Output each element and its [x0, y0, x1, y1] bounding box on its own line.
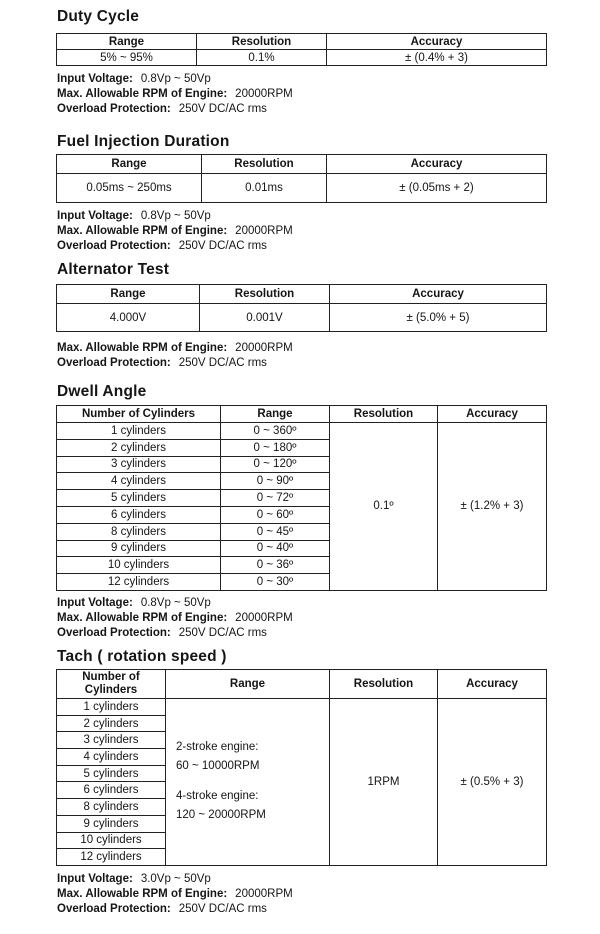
range-line-2: 60 ~ 10000RPM — [176, 760, 260, 773]
cell-accuracy: ± (0.05ms + 2) — [327, 174, 547, 203]
fuel-injection-table — [56, 154, 547, 203]
cell-cylinders: 6 cylinders — [57, 506, 221, 523]
header-accuracy: Accuracy — [327, 155, 547, 174]
spec-max-rpm: Max. Allowable RPM of Engine: 20000RPM — [57, 87, 293, 100]
tach-specs — [57, 872, 293, 916]
cell-cylinders: 6 cylinders — [57, 782, 166, 799]
cell-cylinders: 3 cylinders — [57, 732, 166, 749]
spec-overload: Overload Protection: 250V DC/AC rms — [57, 102, 267, 115]
tach-table — [56, 669, 547, 866]
header-range: Range — [57, 34, 197, 50]
cell-cylinders: 2 cylinders — [57, 439, 221, 456]
cell-range: 0 ~ 45º — [221, 523, 330, 540]
cell-accuracy: ± (5.0% + 5) — [330, 304, 547, 332]
spec-input-voltage: Input Voltage: 0.8Vp ~ 50Vp — [57, 210, 211, 222]
cell-cylinders: 1 cylinders — [57, 423, 221, 440]
cell-range: 0 ~ 60º — [221, 506, 330, 523]
header-accuracy: Accuracy — [438, 670, 547, 699]
fuel-injection-specs — [57, 209, 293, 253]
cell-cylinders: 8 cylinders — [57, 523, 221, 540]
cell-cylinders: 9 cylinders — [57, 815, 166, 832]
fuel-injection-title: Fuel Injection Duration — [57, 133, 230, 150]
dwell-angle-table — [56, 405, 547, 591]
header-cylinders: Number of Cylinders — [57, 406, 221, 423]
cell-range: 0 ~ 120º — [221, 456, 330, 473]
cell-resolution: 0.01ms — [202, 174, 327, 203]
spec-max-rpm: Max. Allowable RPM of Engine: 20000RPM — [57, 887, 293, 900]
cell-cylinders: 5 cylinders — [57, 765, 166, 782]
tach-title: Tach ( rotation speed ) — [57, 648, 227, 665]
header-resolution: Resolution — [202, 155, 327, 174]
header-range: Range — [57, 155, 202, 174]
cell-cylinders: 12 cylinders — [57, 574, 221, 591]
spec-overload: Overload Protection: 250V DC/AC rms — [57, 902, 267, 915]
cell-range: 5% ~ 95% — [57, 50, 197, 66]
cell-range: 0 ~ 90º — [221, 473, 330, 490]
duty-cycle-table — [56, 33, 547, 66]
cell-range — [166, 699, 330, 866]
cell-cylinders: 8 cylinders — [57, 799, 166, 816]
range-line-1: 2-stroke engine: — [176, 741, 259, 754]
cell-range: 0.05ms ~ 250ms — [57, 174, 202, 203]
header-resolution: Resolution — [330, 670, 438, 699]
cell-cylinders: 12 cylinders — [57, 849, 166, 866]
cell-range: 0 ~ 180º — [221, 439, 330, 456]
dwell-angle-specs — [57, 596, 293, 640]
cell-cylinders: 4 cylinders — [57, 473, 221, 490]
cell-accuracy: ± (1.2% + 3) — [438, 423, 547, 591]
spec-input-voltage: Input Voltage: 3.0Vp ~ 50Vp — [57, 873, 211, 885]
cell-range: 0 ~ 360º — [221, 423, 330, 440]
alternator-title: Alternator Test — [57, 261, 170, 278]
cell-cylinders: 1 cylinders — [57, 699, 166, 716]
duty-cycle-specs — [57, 72, 293, 116]
spec-overload: Overload Protection: 250V DC/AC rms — [57, 239, 267, 252]
cell-resolution: 0.001V — [200, 304, 330, 332]
cell-accuracy: ± (0.5% + 3) — [438, 699, 547, 866]
header-accuracy: Accuracy — [330, 285, 547, 304]
alternator-table — [56, 284, 547, 332]
cell-accuracy: ± (0.4% + 3) — [327, 50, 547, 66]
spec-overload: Overload Protection: 250V DC/AC rms — [57, 626, 267, 639]
spec-max-rpm: Max. Allowable RPM of Engine: 20000RPM — [57, 224, 293, 237]
cell-resolution: 0.1º — [330, 423, 438, 591]
cell-cylinders: 10 cylinders — [57, 832, 166, 849]
cell-resolution: 1RPM — [330, 699, 438, 866]
spec-input-voltage: Input Voltage: 0.8Vp ~ 50Vp — [57, 597, 211, 609]
cell-cylinders: 10 cylinders — [57, 557, 221, 574]
spec-max-rpm: Max. Allowable RPM of Engine: 20000RPM — [57, 342, 293, 354]
header-accuracy: Accuracy — [327, 34, 547, 50]
header-resolution: Resolution — [330, 406, 438, 423]
header-accuracy: Accuracy — [438, 406, 547, 423]
cell-range: 0 ~ 30º — [221, 574, 330, 591]
dwell-angle-title: Dwell Angle — [57, 383, 147, 400]
cell-cylinders: 9 cylinders — [57, 540, 221, 557]
cell-cylinders: 4 cylinders — [57, 749, 166, 766]
cell-range: 0 ~ 40º — [221, 540, 330, 557]
header-cylinders: Number of Cylinders — [57, 670, 166, 699]
header-resolution: Resolution — [200, 285, 330, 304]
cell-cylinders: 3 cylinders — [57, 456, 221, 473]
header-range: Range — [221, 406, 330, 423]
cell-range: 4.000V — [57, 304, 200, 332]
spec-overload: Overload Protection: 250V DC/AC rms — [57, 356, 267, 369]
header-range: Range — [57, 285, 200, 304]
range-spacer — [176, 776, 329, 787]
duty-cycle-title: Duty Cycle — [57, 8, 140, 25]
cell-cylinders: 5 cylinders — [57, 490, 221, 507]
header-resolution: Resolution — [197, 34, 327, 50]
spec-max-rpm: Max. Allowable RPM of Engine: 20000RPM — [57, 611, 293, 624]
cell-range: 0 ~ 72º — [221, 490, 330, 507]
cell-cylinders: 2 cylinders — [57, 715, 166, 732]
alternator-specs — [57, 341, 293, 371]
range-line-4: 120 ~ 20000RPM — [176, 809, 266, 822]
range-line-3: 4-stroke engine: — [176, 790, 259, 803]
cell-resolution: 0.1% — [197, 50, 327, 66]
cell-range: 0 ~ 36º — [221, 557, 330, 574]
header-range: Range — [166, 670, 330, 699]
spec-input-voltage: Input Voltage: 0.8Vp ~ 50Vp — [57, 73, 211, 85]
